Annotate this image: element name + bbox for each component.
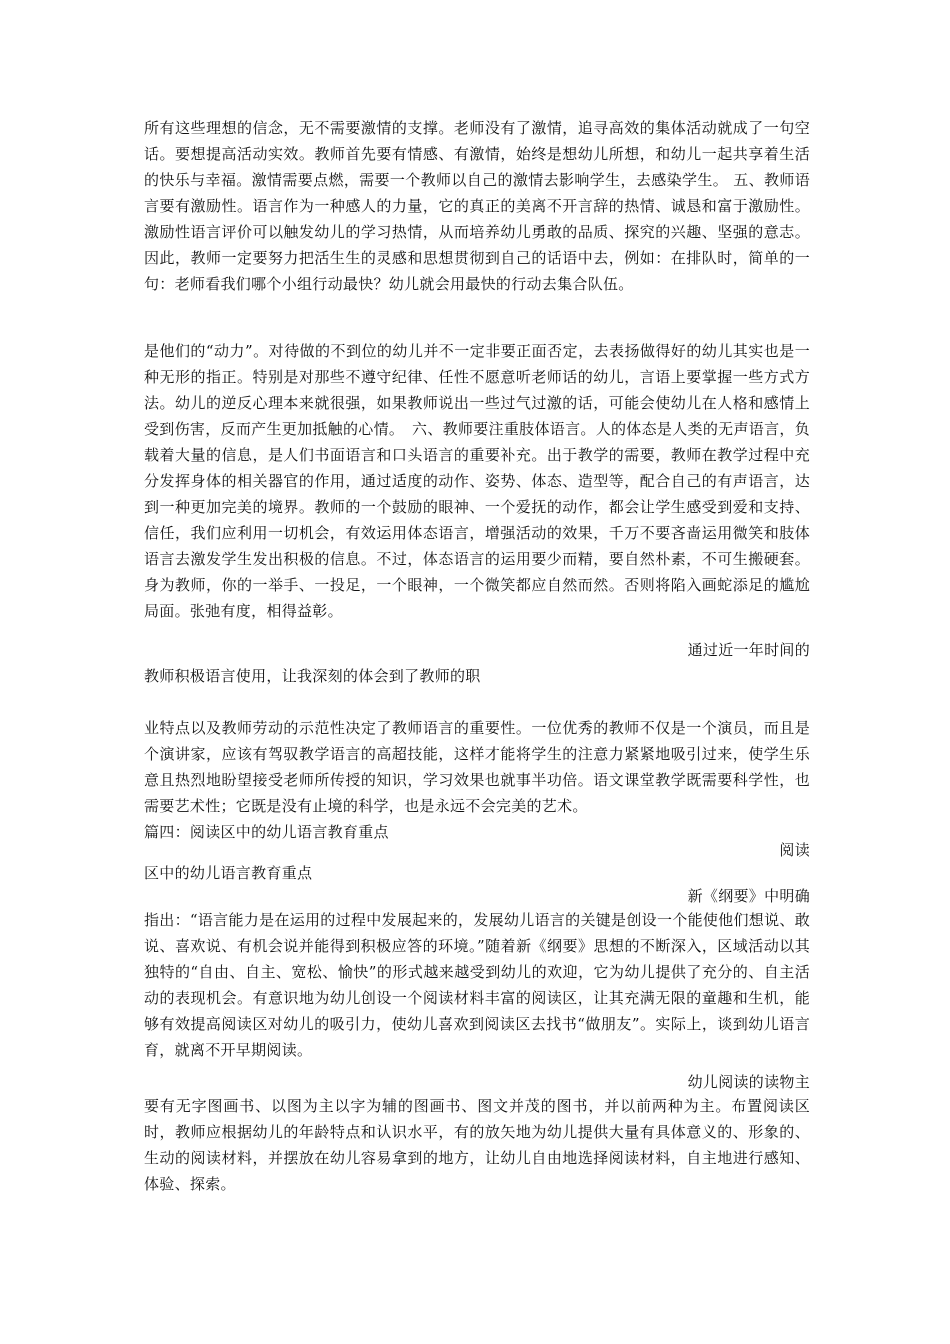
- paragraph-1: 所有这些理想的信念，无不需要激情的支撑。老师没有了激情，追寻高效的集体活动就成了一句空话。要想提高活动实效。教师首先要有情感、有激情，始终是想幼儿所想，和幼儿一起共享着生活的快乐与幸福。激情需要点燃，需要一个教师以自己的激情去影响学生，去感染学生。 五、教师语言要有激励性。语言作为一种感人的力量，它的真正的美离不开言辞的热情、诚恳和富于激励性。激励性语言评价可以触发幼儿的学习热情，从而培养幼儿勇敢的品质、探究的兴趣、坚强的意志。因此，教师一定要努力把活生生的灵感和思想贯彻到自己的话语中去，例如：在排队时，简单的一句：老师看我们哪个小组行动最快？幼儿就会用最快的行动去集合队伍。: [144, 119, 810, 293]
- paragraph-4: 指出：“语言能力是在运用的过程中发展起来的，发展幼儿语言的关键是创设一个能使他们想说、敢说、喜欢说、有机会说并能得到积极应答的环境。”随着新《纲要》思想的不断深入，区域活动以其独特的“自由、自主、宽松、愉快”的形式越来越受到幼儿的欢迎，它为幼儿提供了充分的、自主活动的表现机会。有意识地为幼儿创设一个阅读材料丰富的阅读区，让其充满无限的童趣和生机，能够有效提高阅读区对幼儿的吸引力，使幼儿喜欢到阅读区去找书“做朋友”。实际上，谈到幼儿语言育，就离不开早期阅读。: [144, 911, 810, 1059]
- paragraph-5: 要有无字图画书、以图为主以字为辅的图画书、图文并茂的图书，并以前两种为主。布置阅读区时，教师应根据幼儿的年龄特点和认识水平，有的放矢地为幼儿提供大量有具体意义的、形象的、生动的阅读材料，并摆放在幼儿容易拿到的地方，让幼儿自由地选择阅读材料，自主地进行感知、体验、探索。: [144, 1097, 810, 1193]
- right-aligned-line-1: 通过近一年时间的: [687, 641, 810, 659]
- right-aligned-line-3: 新《纲要》中明确: [687, 887, 810, 905]
- left-aligned-line-2: 区中的幼儿语言教育重点: [144, 864, 313, 882]
- left-aligned-line-1: 教师积极语言使用，让我深刻的体会到了教师的职: [144, 667, 481, 685]
- paragraph-3: 业特点以及教师劳动的示范性决定了教师语言的重要性。一位优秀的教师不仅是一个演员，而且是个演讲家，应该有驾驭教学语言的高超技能，这样才能将学生的注意力紧紧地吸引过来，使学生乐意且热烈地盼望接受老师所传授的知识，学习效果也就事半功倍。语文课堂教学既需要科学性，也需要艺术性；它既是没有止境的科学，也是永远不会完美的艺术。: [144, 719, 810, 815]
- right-aligned-line-4: 幼儿阅读的读物主: [687, 1073, 810, 1091]
- paragraph-2: 是他们的“动力”。对待做的不到位的幼儿并不一定非要正面否定，去表扬做得好的幼儿其实也是一种无形的指正。特别是对那些不遵守纪律、任性不愿意听老师话的幼儿，言语上要掌握一些方式方法。幼儿的逆反心理本来就很强，如果教师说出一些过气过激的话，可能会使幼儿在人格和感情上受到伤害，反而产生更加抵触的心情。 六、教师要注重肢体语言。人的体态是人类的无声语言，负载着大量的信息，是人们书面语言和口头语言的重要补充。出于教学的需要，教师在教学过程中充分发挥身体的相关器官的作用，通过适度的动作、姿势、体态、造型等，配合自己的有声语言，达到一种更加完美的境界。教师的一个鼓励的眼神、一个爱抚的动作，都会让学生感受到爱和支持、信任，我们应利用一切机会，有效运用体态语言，增强活动的效果，千万不要吝啬运用微笑和肢体语言去激发学生发出积极的信息。不过，体态语言的运用要少而精，要自然朴素，不可生搬硬套。身为教师，你的一举手、一投足，一个眼神，一个微笑都应自然而然。否则将陷入画蛇添足的尴尬局面。张弛有度，相得益彰。: [144, 342, 810, 620]
- section-heading: 篇四：阅读区中的幼儿语言教育重点: [144, 823, 389, 841]
- right-aligned-line-2: 阅读: [779, 841, 810, 859]
